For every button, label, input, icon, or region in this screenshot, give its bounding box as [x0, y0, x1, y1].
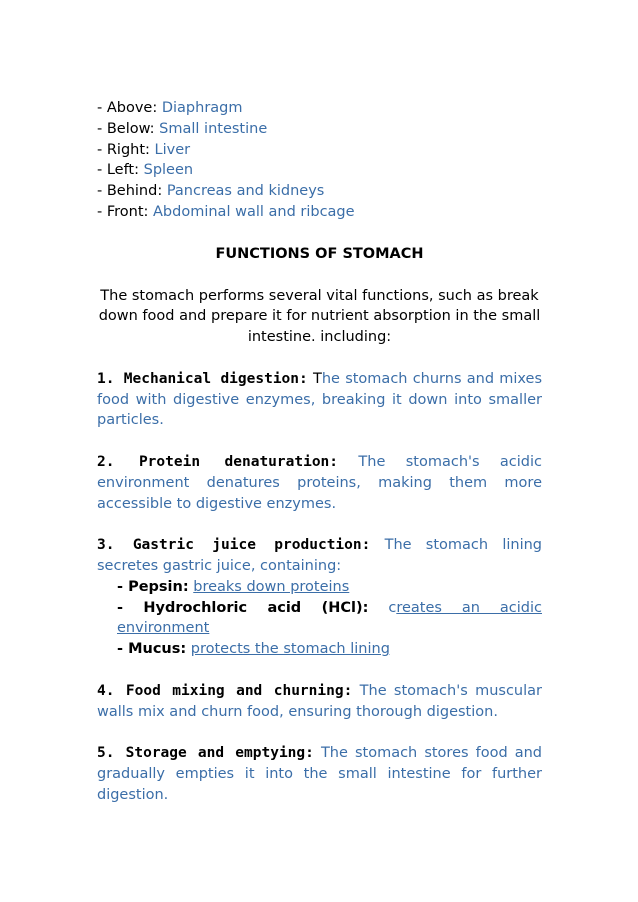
function-label: 3. Gastric juice production:: [97, 537, 371, 554]
relation-value: Diaphragm: [161, 100, 243, 116]
component-link[interactable]: protects the stomach lining: [190, 641, 390, 658]
function-item-food-mixing: [97, 681, 542, 723]
function-label: 1. Mechanical digestion:: [97, 370, 308, 387]
function-item-protein-denaturation: [97, 452, 542, 514]
function-item-storage-emptying: [97, 743, 542, 805]
gastric-component-hcl: [97, 598, 542, 640]
section-heading: FUNCTIONS OF STOMACH: [215, 245, 424, 262]
relation-left: [97, 160, 542, 181]
relation-above: [97, 98, 542, 119]
component-label: - Hydrochloric acid (HCl):: [117, 599, 369, 616]
gastric-component-pepsin: [97, 577, 542, 598]
relation-value: Spleen: [143, 162, 194, 179]
function-label: 2. Protein denaturation:: [97, 453, 339, 470]
component-label: - Mucus:: [117, 641, 187, 658]
component-link[interactable]: breaks down proteins: [193, 578, 350, 595]
function-first-letter: T: [313, 370, 322, 387]
relation-value: Liver: [154, 141, 191, 158]
relation-prefix: - Behind:: [97, 183, 167, 200]
function-text: The stomach's muscular walls mix and churn food, ensuring thorough digestion.: [97, 682, 542, 720]
relation-prefix: - Above:: [97, 100, 162, 116]
relation-prefix: - Left:: [97, 162, 144, 179]
relations-list: [97, 98, 542, 223]
function-text: he stomach churns and mixes food with digestive enzymes, breaking it down into smaller particles.: [97, 370, 543, 429]
relation-prefix: - Below:: [97, 120, 160, 137]
function-label: 5. Storage and emptying:: [97, 745, 314, 762]
function-label: 4. Food mixing and churning:: [97, 682, 353, 699]
function-item-mechanical-digestion: [97, 369, 542, 431]
component-prefix: c: [388, 599, 397, 616]
relation-front: [97, 202, 542, 223]
function-text: The stomach lining secretes gastric juice, containing:: [97, 537, 543, 574]
relation-right: [97, 140, 542, 161]
function-item-gastric-juice: [97, 535, 542, 660]
relation-prefix: - Front:: [97, 203, 154, 220]
relation-behind: [97, 181, 542, 202]
relation-below: [97, 119, 542, 140]
relation-value: Abdominal wall and ribcage: [153, 203, 355, 220]
gastric-component-mucus: [97, 639, 542, 660]
component-label: - Pepsin:: [117, 578, 189, 595]
function-text: The stomach's acidic environment denatures proteins, making them more accessible to digestive enzymes.: [97, 453, 543, 512]
component-link[interactable]: reates an acidic environment: [117, 599, 542, 637]
relation-prefix: - Right:: [97, 141, 155, 158]
relation-value: Pancreas and kidneys: [166, 183, 325, 200]
document-page: [97, 98, 542, 806]
intro-paragraph: The stomach performs several vital functions, such as break down food and prepare it for nutrient absorption in the small intestine. including:: [98, 287, 541, 346]
relation-value: Small intestine: [159, 120, 268, 137]
function-text: The stomach stores food and gradually empties it into the small intestine for further digestion.: [97, 745, 542, 803]
